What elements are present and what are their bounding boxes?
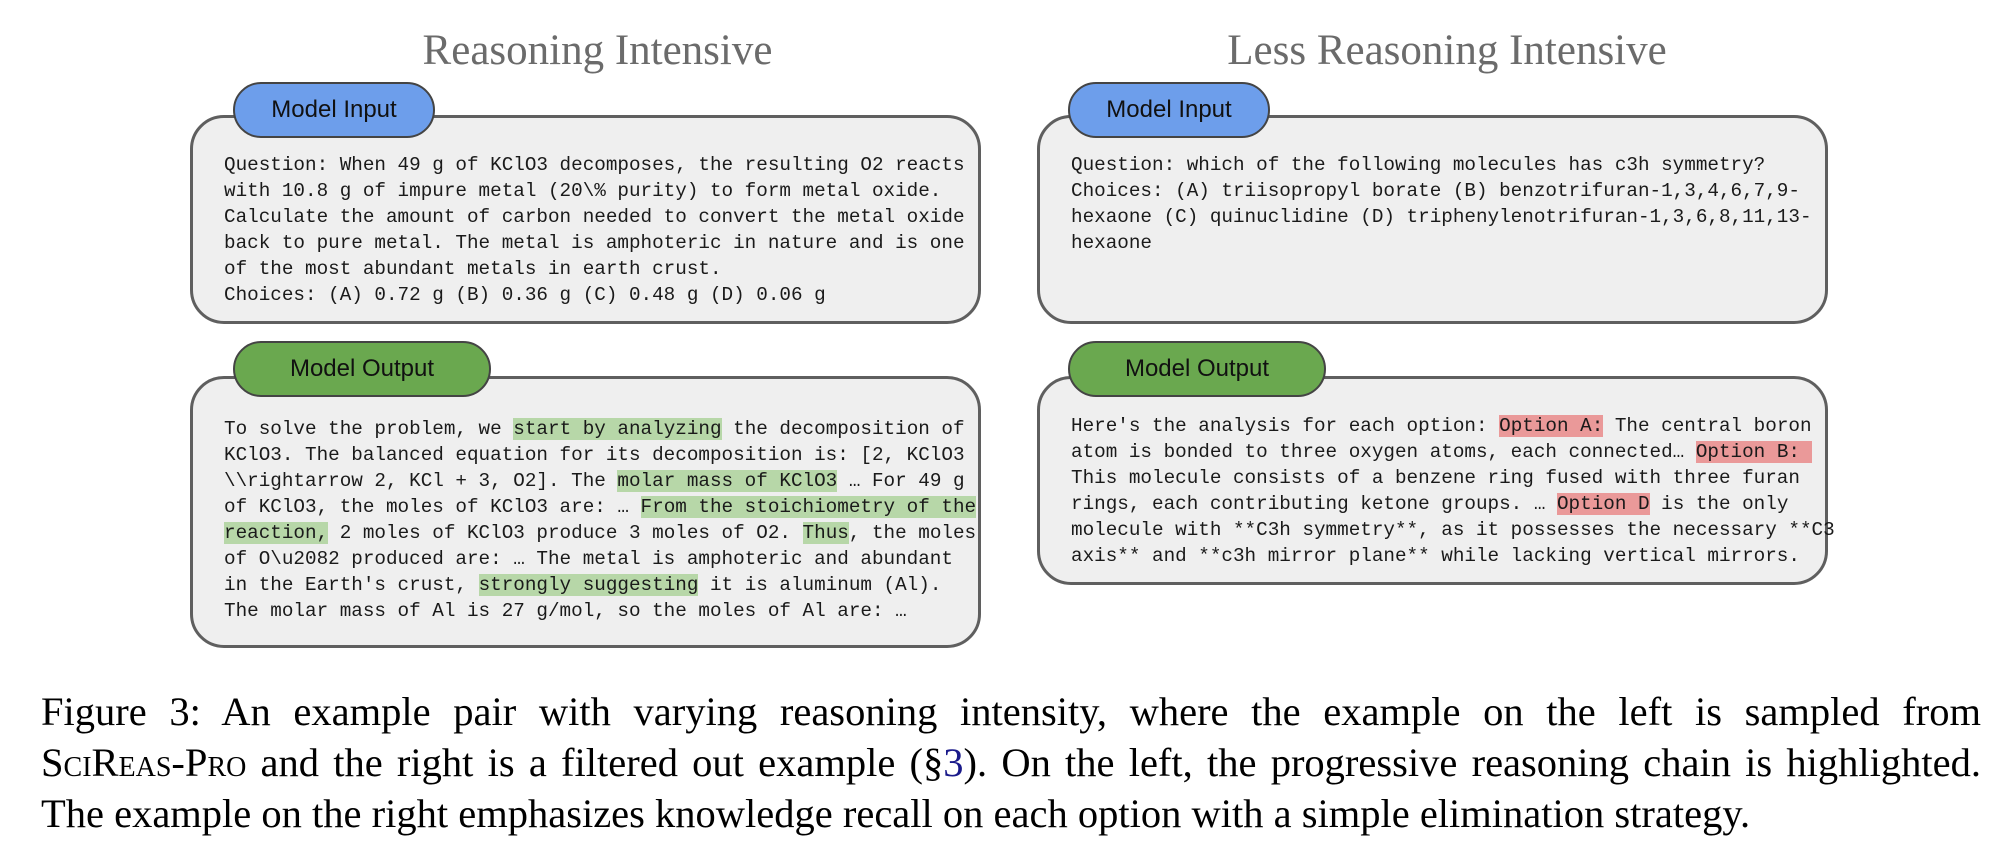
right-output-line: This molecule consists of a benzene ring fused with three furan <box>1071 467 1800 489</box>
left-input-line: Question: When 49 g of KClO3 decomposes, the resulting O2 reacts <box>224 154 965 176</box>
text-run: … For 49 g <box>837 470 965 492</box>
text-run: of KClO3, the moles of KClO3 are: … <box>224 496 641 518</box>
right-input-text <box>1071 152 1812 256</box>
text-run: 2 moles of KClO3 produce 3 moles of O2. <box>328 522 803 544</box>
left-output-line: KClO3. The balanced equation for its decomposition is: [2, KClO3 <box>224 444 965 466</box>
text-run: \\rightarrow 2, KCl + 3, O2]. The <box>224 470 618 492</box>
left-output-text <box>224 416 977 624</box>
highlight-green: start by analyzing <box>513 418 722 440</box>
right-input-line: hexaone (C) quinuclidine (D) triphenylenotrifuran-1,3,6,8,11,13- <box>1071 206 1812 228</box>
right-output-panel <box>1037 376 1835 585</box>
text-run: the decomposition of <box>721 418 965 440</box>
left-input-panel <box>190 115 981 324</box>
highlight-green: strongly suggesting <box>478 574 699 596</box>
highlight-red: Option B: <box>1695 441 1812 463</box>
right-input-line: hexaone <box>1071 232 1152 254</box>
caption-line: Figure 3: An example pair with varying reasoning intensity, where the example on the left is sampled from <box>41 689 1981 734</box>
highlight-red: Option A: <box>1499 415 1604 437</box>
left-column-title: Reasoning Intensive <box>422 27 773 74</box>
right-input-line: Choices: (A) triisopropyl borate (B) benzotrifuran-1,3,4,6,7,9- <box>1071 180 1800 202</box>
caption-line: The example on the right emphasizes knowledge recall on each option with a simple elimination strategy. <box>41 791 1751 836</box>
right-input-panel <box>1037 115 1828 324</box>
right-input-line: Question: which of the following molecules has c3h symmetry? <box>1071 154 1766 176</box>
text-run: Here's the analysis for each option: <box>1071 415 1500 437</box>
text-run: it is aluminum (Al). <box>698 574 942 596</box>
text-run: is the only <box>1649 493 1789 515</box>
left-output-line <box>224 520 977 546</box>
text-run: and the right is a filtered out example (§ <box>246 740 944 785</box>
left-input-line: of the most abundant metals in earth crust. <box>224 258 722 280</box>
highlight-green: Thus <box>802 522 849 544</box>
figure-caption <box>41 686 1981 839</box>
text-run: The central boron <box>1603 415 1812 437</box>
left-input-line: with 10.8 g of impure metal (20\% purity) to form metal oxide. <box>224 180 942 202</box>
left-output-line <box>224 416 965 442</box>
left-output-line <box>224 572 960 598</box>
highlight-green: molar mass of KClO3 <box>617 470 838 492</box>
right-output-line: molecule with **C3h symmetry**, as it possesses the necessary **C3 <box>1071 519 1835 541</box>
right-output-line: axis** and **c3h mirror plane** while lacking vertical mirrors. <box>1071 545 1800 567</box>
left-output-line <box>224 494 977 520</box>
right-model-input-tag: Model Input <box>1068 82 1270 138</box>
dataset-name: SciReas-Pro <box>41 740 247 785</box>
highlight-red: Option D <box>1556 493 1650 515</box>
caption-line <box>41 737 1981 788</box>
highlight-green: From the stoichiometry of the <box>640 496 977 518</box>
text-run: To solve the problem, we <box>224 418 514 440</box>
left-input-line: Choices: (A) 0.72 g (B) 0.36 g (C) 0.48 g (D) 0.06 g <box>224 284 826 306</box>
left-input-text <box>224 152 965 308</box>
left-input-line: Calculate the amount of carbon needed to convert the metal oxide <box>224 206 965 228</box>
text-run: atom is bonded to three oxygen atoms, each connected… <box>1071 441 1696 463</box>
right-model-output-tag: Model Output <box>1068 341 1326 397</box>
right-output-line <box>1071 439 1812 465</box>
left-output-line: The molar mass of Al is 27 g/mol, so the moles of Al are: … <box>224 600 907 622</box>
left-output-line: of O\u2082 produced are: … The metal is amphoteric and abundant <box>224 548 953 570</box>
left-model-input-tag: Model Input <box>233 82 435 138</box>
right-output-line <box>1071 413 1812 439</box>
right-output-text <box>1071 413 1835 569</box>
text-run: rings, each contributing ketone groups. … <box>1071 493 1557 515</box>
left-model-output-tag: Model Output <box>233 341 491 397</box>
right-column-title: Less Reasoning Intensive <box>1227 27 1667 74</box>
text-run: ). On the left, the progressive reasoning chain is highlighted. <box>963 740 1981 785</box>
left-output-panel <box>190 376 981 648</box>
left-output-line <box>224 468 965 494</box>
section-reference-link[interactable]: 3 <box>943 740 964 785</box>
right-output-line <box>1071 491 1807 517</box>
highlight-green: reaction, <box>224 522 329 544</box>
text-run: in the Earth's crust, <box>224 574 479 596</box>
left-input-line: back to pure metal. The metal is amphoteric in nature and is one <box>224 232 965 254</box>
text-run: , the moles <box>848 522 977 544</box>
